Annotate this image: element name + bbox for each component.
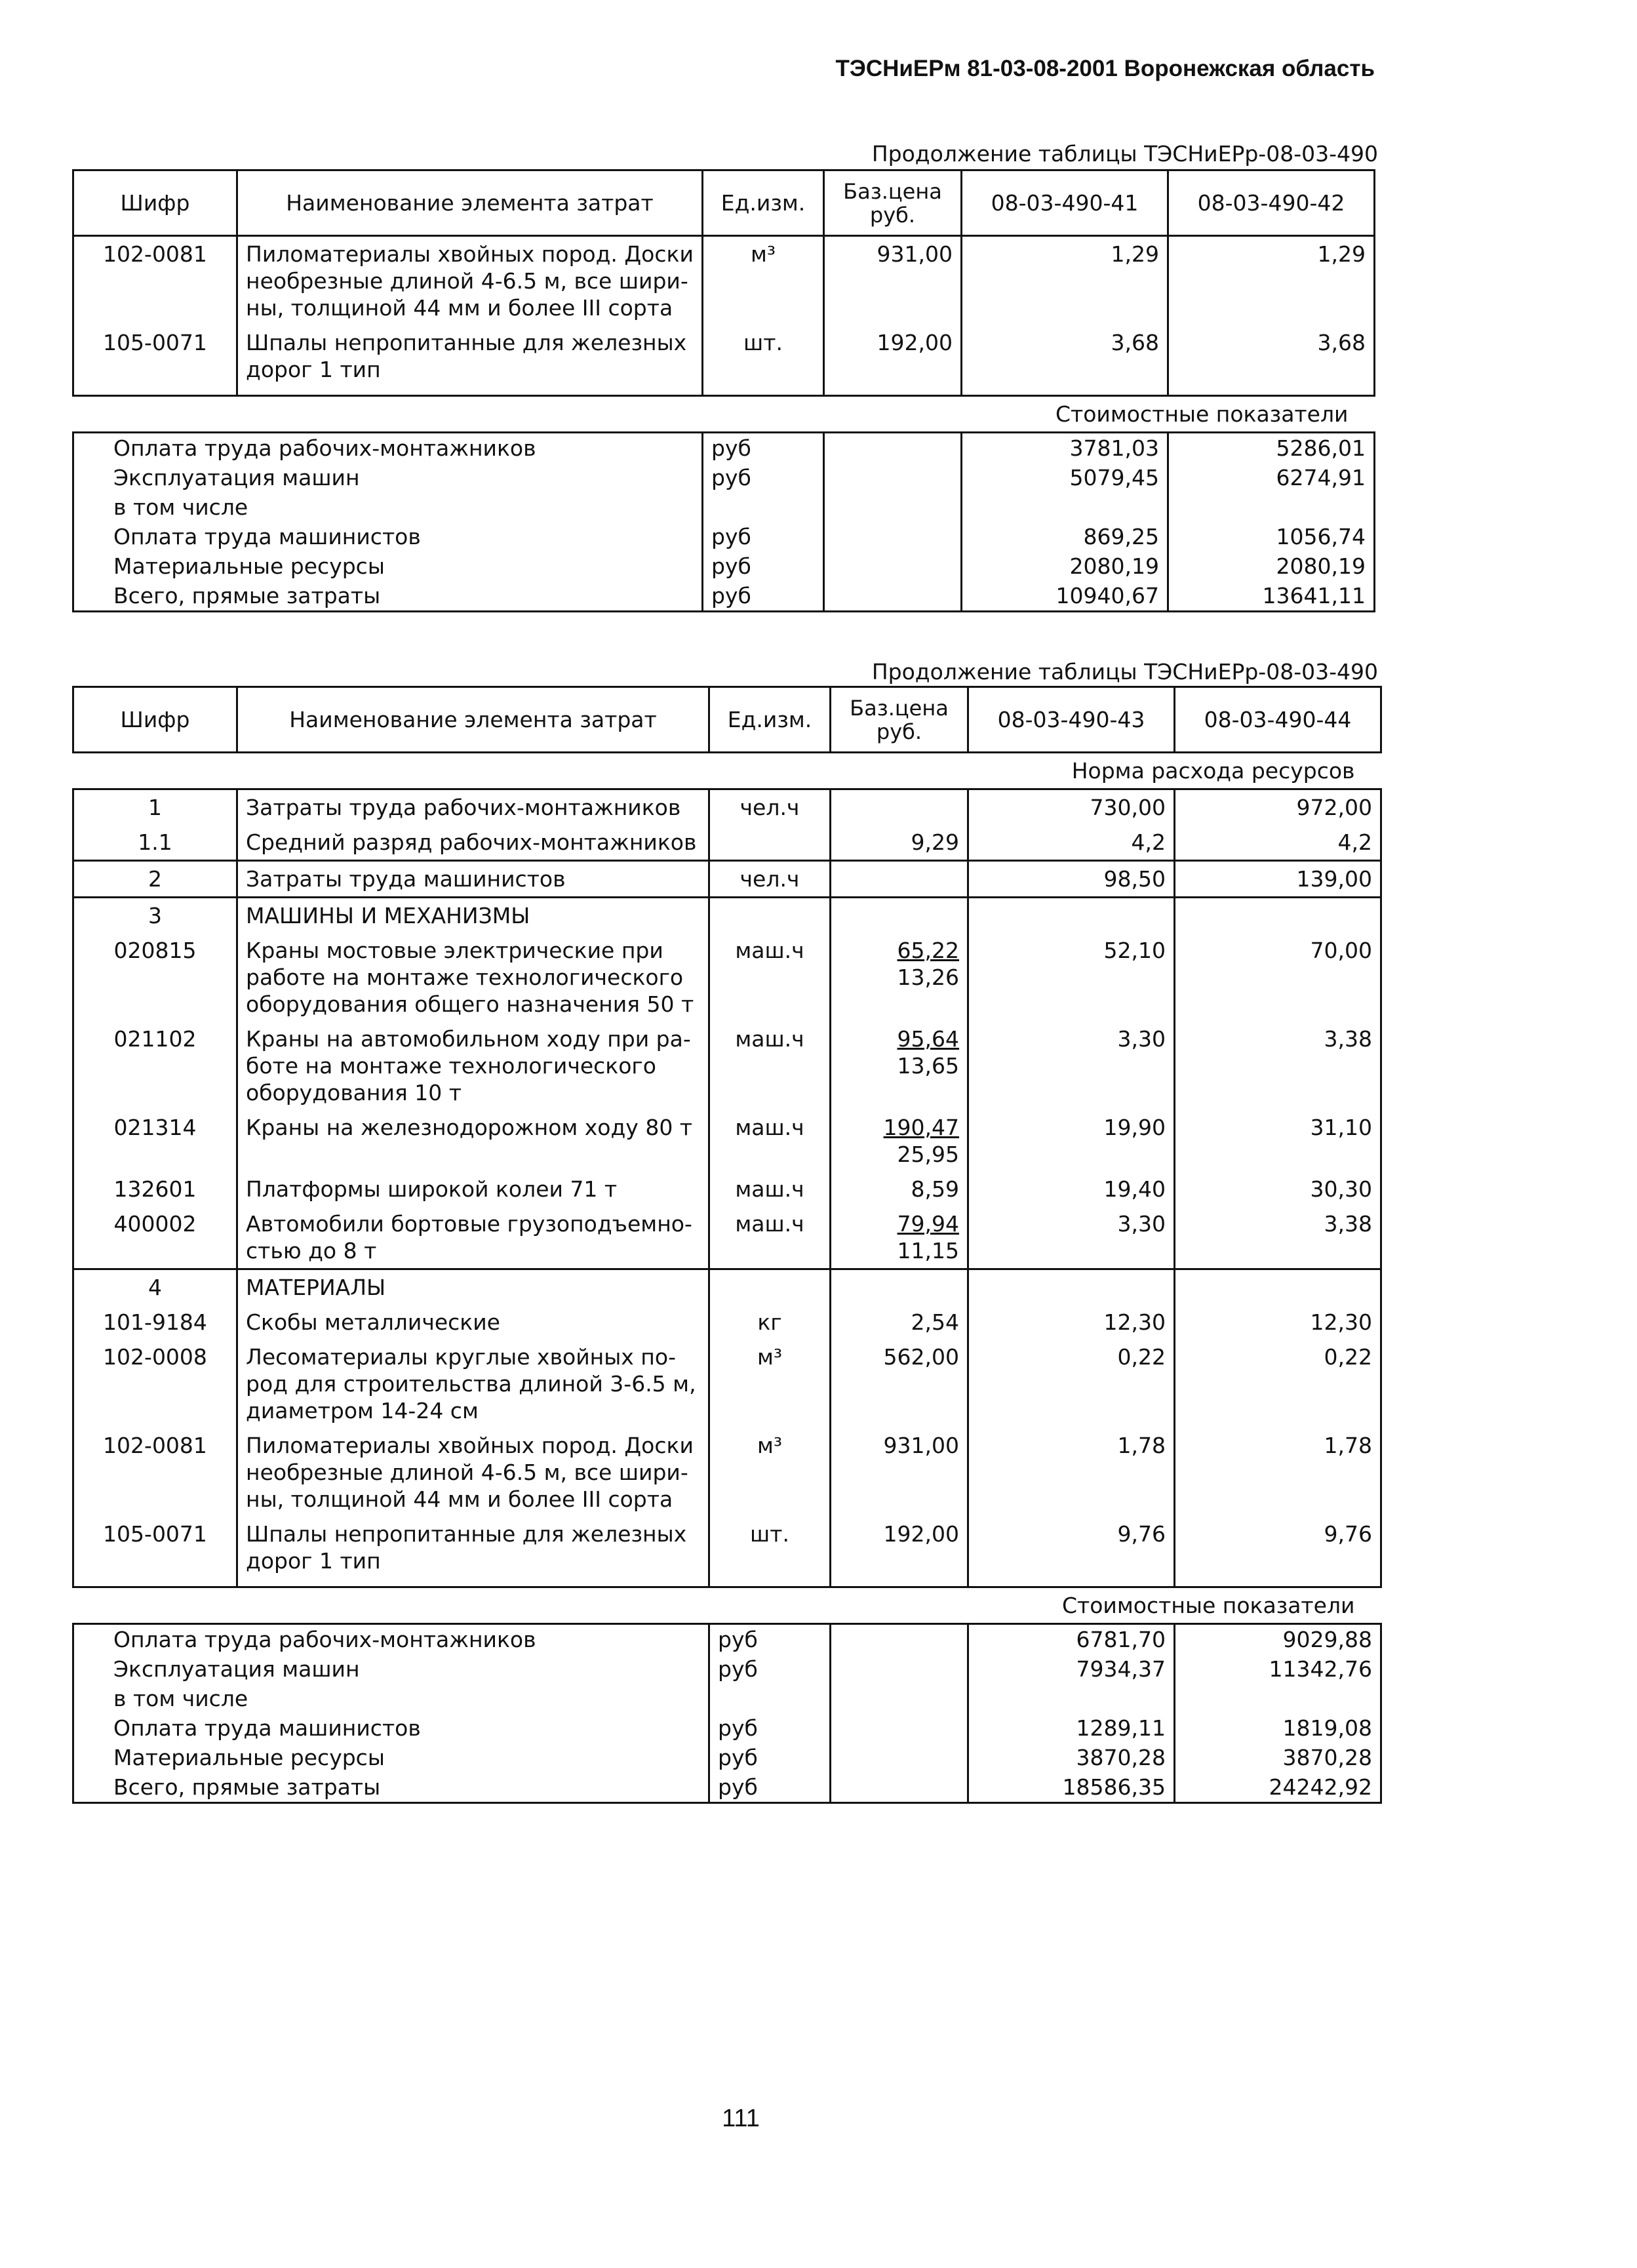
table-row bbox=[73, 325, 1375, 387]
row-price bbox=[831, 1206, 968, 1269]
summary-unit bbox=[709, 1684, 831, 1713]
row-unit: м³ bbox=[703, 236, 824, 326]
row-price bbox=[831, 1022, 968, 1110]
spacer-cell bbox=[703, 387, 824, 396]
row-price bbox=[831, 933, 968, 1022]
summary-value-a: 3781,03 bbox=[962, 433, 1168, 464]
row-code: 102-0081 bbox=[73, 1428, 237, 1517]
row-code: 102-0008 bbox=[73, 1340, 237, 1428]
table-row bbox=[73, 1206, 1381, 1269]
summary-value-b: 1819,08 bbox=[1175, 1713, 1381, 1743]
row-unit: маш.ч bbox=[709, 933, 831, 1022]
row-value-b: 9,76 bbox=[1175, 1517, 1381, 1578]
summary-value-a: 5079,45 bbox=[962, 463, 1168, 492]
summary-value-a: 10940,67 bbox=[962, 581, 1168, 612]
row-price bbox=[831, 825, 968, 861]
row-value-a: 52,10 bbox=[968, 933, 1175, 1022]
row-price bbox=[831, 861, 968, 898]
row-value-a: 1,29 bbox=[962, 236, 1168, 326]
row-name: Шпалы непропитанные для железных дорог 1 тип bbox=[237, 325, 703, 387]
summary-row bbox=[73, 1772, 1381, 1803]
col-header-price: Баз.цена руб. bbox=[824, 170, 962, 236]
row-price bbox=[831, 1110, 968, 1172]
price-wage: 25,95 bbox=[897, 1142, 959, 1167]
row-value-a: 9,76 bbox=[968, 1517, 1175, 1578]
summary-empty bbox=[831, 1713, 968, 1743]
summary-name: в том числе bbox=[73, 1684, 709, 1713]
price-wage: 13,26 bbox=[897, 965, 959, 990]
summary-value-b: 3870,28 bbox=[1175, 1743, 1381, 1772]
row-value-b: 31,10 bbox=[1175, 1110, 1381, 1172]
row-price bbox=[831, 1428, 968, 1517]
resource-table-2 bbox=[72, 686, 1382, 1804]
row-unit bbox=[709, 898, 831, 934]
spacer-cell bbox=[1168, 387, 1375, 396]
col-header-name: Наименование элемента затрат bbox=[237, 687, 709, 753]
table-row bbox=[73, 933, 1381, 1022]
price-total: 931,00 bbox=[877, 241, 953, 267]
row-name: Лесоматериалы круглые хвойных по-род для строительства длиной 3-6.5 м, диаметром 14-24 см bbox=[237, 1340, 709, 1428]
row-value-b: 1,29 bbox=[1168, 236, 1375, 326]
row-price bbox=[831, 789, 968, 826]
summary-value-b: 9029,88 bbox=[1175, 1624, 1381, 1655]
row-code: 105-0071 bbox=[73, 1517, 237, 1578]
row-name: Пиломатериалы хвойных пород. Доски необрезные длиной 4-6.5 м, все шири-ны, толщиной 44 мм и более III сорта bbox=[237, 236, 703, 326]
row-value-a: 730,00 bbox=[968, 789, 1175, 826]
summary-empty bbox=[831, 1654, 968, 1684]
row-price bbox=[831, 1305, 968, 1340]
row-name: Краны мостовые электрические при работе на монтаже технологического оборудования общего назначения 50 т bbox=[237, 933, 709, 1022]
summary-row bbox=[73, 1743, 1381, 1772]
row-value-b: 70,00 bbox=[1175, 933, 1381, 1022]
spacer-cell bbox=[962, 387, 1168, 396]
row-code: 020815 bbox=[73, 933, 237, 1022]
row-name: Пиломатериалы хвойных пород. Доски необрезные длиной 4-6.5 м, все шири-ны, толщиной 44 мм и более III сорта bbox=[237, 1428, 709, 1517]
summary-empty bbox=[831, 1772, 968, 1803]
price-total: 190,47 bbox=[883, 1115, 959, 1140]
summary-empty bbox=[824, 492, 962, 522]
row-unit: кг bbox=[709, 1305, 831, 1340]
page-header: ТЭСНиЕРм 81-03-08-2001 Воронежская область bbox=[835, 56, 1375, 81]
summary-empty bbox=[831, 1624, 968, 1655]
summary-empty bbox=[824, 433, 962, 464]
row-value-a: 3,30 bbox=[968, 1022, 1175, 1110]
summary-value-b bbox=[1175, 1684, 1381, 1713]
row-price bbox=[824, 236, 962, 326]
summary-value-a: 2080,19 bbox=[962, 551, 1168, 581]
row-value-b: 3,38 bbox=[1175, 1206, 1381, 1269]
row-value-b: 3,38 bbox=[1175, 1022, 1381, 1110]
row-code: 2 bbox=[73, 861, 237, 898]
summary-name: Эксплуатация машин bbox=[73, 1654, 709, 1684]
summary-name: Материальные ресурсы bbox=[73, 551, 703, 581]
row-value-b: 139,00 bbox=[1175, 861, 1381, 898]
row-value-b: 12,30 bbox=[1175, 1305, 1381, 1340]
price-total: 79,94 bbox=[897, 1211, 959, 1237]
summary-unit: руб bbox=[703, 581, 824, 612]
summary-name: Всего, прямые затраты bbox=[73, 581, 703, 612]
row-name: Краны на автомобильном ходу при ра-боте на монтаже технологического оборудования 10 т bbox=[237, 1022, 709, 1110]
price-total: 95,64 bbox=[897, 1026, 959, 1052]
row-value-a: 1,78 bbox=[968, 1428, 1175, 1517]
summary-value-b: 13641,11 bbox=[1168, 581, 1375, 612]
cost-label: Стоимостные показатели bbox=[73, 1587, 1381, 1624]
row-value-a: 0,22 bbox=[968, 1340, 1175, 1428]
page-number: 111 bbox=[722, 2105, 760, 2132]
row-value-a: 12,30 bbox=[968, 1305, 1175, 1340]
row-value-b: 30,30 bbox=[1175, 1172, 1381, 1206]
summary-row bbox=[73, 1684, 1381, 1713]
row-unit: шт. bbox=[703, 325, 824, 387]
summary-unit: руб bbox=[709, 1713, 831, 1743]
summary-value-b bbox=[1168, 492, 1375, 522]
row-code: 102-0081 bbox=[73, 236, 237, 326]
spacer-cell bbox=[237, 1578, 709, 1587]
row-value-b: 3,68 bbox=[1168, 325, 1375, 387]
summary-name: в том числе bbox=[73, 492, 703, 522]
row-unit: маш.ч bbox=[709, 1110, 831, 1172]
row-unit bbox=[709, 1269, 831, 1305]
row-name: Затраты труда рабочих-монтажников bbox=[237, 789, 709, 826]
row-price bbox=[831, 1269, 968, 1305]
row-value-a: 3,30 bbox=[968, 1206, 1175, 1269]
row-unit bbox=[709, 825, 831, 861]
summary-name: Материальные ресурсы bbox=[73, 1743, 709, 1772]
summary-row bbox=[73, 522, 1375, 551]
summary-value-a: 1289,11 bbox=[968, 1713, 1175, 1743]
summary-value-a: 6781,70 bbox=[968, 1624, 1175, 1655]
table-row bbox=[73, 861, 1381, 898]
price-total: 931,00 bbox=[883, 1433, 959, 1458]
summary-unit: руб bbox=[709, 1743, 831, 1772]
row-unit: шт. bbox=[709, 1517, 831, 1578]
table-row bbox=[73, 1022, 1381, 1110]
row-value-a: 19,90 bbox=[968, 1110, 1175, 1172]
row-price bbox=[831, 898, 968, 934]
spacer-cell bbox=[824, 387, 962, 396]
col-header-a: 08-03-490-43 bbox=[968, 687, 1175, 753]
table-row bbox=[73, 825, 1381, 861]
row-unit: м³ bbox=[709, 1428, 831, 1517]
summary-value-a: 7934,37 bbox=[968, 1654, 1175, 1684]
table-row bbox=[73, 236, 1375, 326]
price-total: 9,29 bbox=[911, 829, 959, 855]
summary-name: Оплата труда машинистов bbox=[73, 522, 703, 551]
col-header-name: Наименование элемента затрат bbox=[237, 170, 703, 236]
summary-value-b: 5286,01 bbox=[1168, 433, 1375, 464]
summary-value-a: 18586,35 bbox=[968, 1772, 1175, 1803]
summary-name: Всего, прямые затраты bbox=[73, 1772, 709, 1803]
row-code: 105-0071 bbox=[73, 325, 237, 387]
col-header-unit: Ед.изм. bbox=[709, 687, 831, 753]
row-price bbox=[831, 1340, 968, 1428]
price-total: 65,22 bbox=[897, 938, 959, 963]
row-unit: чел.ч bbox=[709, 861, 831, 898]
row-code: 4 bbox=[73, 1269, 237, 1305]
spacer-cell bbox=[1175, 1578, 1381, 1587]
table-row bbox=[73, 1305, 1381, 1340]
row-value-a: 98,50 bbox=[968, 861, 1175, 898]
summary-value-b: 24242,92 bbox=[1175, 1772, 1381, 1803]
row-name: Затраты труда машинистов bbox=[237, 861, 709, 898]
row-value-a: 4,2 bbox=[968, 825, 1175, 861]
row-price bbox=[824, 325, 962, 387]
summary-row bbox=[73, 1624, 1381, 1655]
row-value-b: 0,22 bbox=[1175, 1340, 1381, 1428]
row-value-a: 19,40 bbox=[968, 1172, 1175, 1206]
row-unit: м³ bbox=[709, 1340, 831, 1428]
summary-value-a: 869,25 bbox=[962, 522, 1168, 551]
summary-row bbox=[73, 463, 1375, 492]
row-unit: маш.ч bbox=[709, 1172, 831, 1206]
price-total: 2,54 bbox=[911, 1309, 959, 1335]
row-value-a: 3,68 bbox=[962, 325, 1168, 387]
table-row bbox=[73, 789, 1381, 826]
norm-label: Норма расхода ресурсов bbox=[73, 753, 1381, 789]
table1-caption: Продолжение таблицы ТЭСНиЕРр-08-03-490 bbox=[871, 141, 1378, 167]
summary-unit: руб bbox=[709, 1624, 831, 1655]
row-code: 101-9184 bbox=[73, 1305, 237, 1340]
price-total: 8,59 bbox=[911, 1176, 959, 1202]
row-name: Автомобили бортовые грузоподъемно-стью до 8 т bbox=[237, 1206, 709, 1269]
table-row bbox=[73, 1110, 1381, 1172]
spacer-cell bbox=[831, 1578, 968, 1587]
col-header-code: Шифр bbox=[73, 687, 237, 753]
price-total: 192,00 bbox=[877, 330, 953, 355]
col-header-b: 08-03-490-44 bbox=[1175, 687, 1381, 753]
row-unit: чел.ч bbox=[709, 789, 831, 826]
col-header-unit: Ед.изм. bbox=[703, 170, 824, 236]
row-value-b: 1,78 bbox=[1175, 1428, 1381, 1517]
row-name: Средний разряд рабочих-монтажников bbox=[237, 825, 709, 861]
summary-row bbox=[73, 492, 1375, 522]
summary-value-b: 6274,91 bbox=[1168, 463, 1375, 492]
row-code: 021102 bbox=[73, 1022, 237, 1110]
table-row bbox=[73, 1340, 1381, 1428]
row-value-b: 972,00 bbox=[1175, 789, 1381, 826]
row-code: 021314 bbox=[73, 1110, 237, 1172]
row-unit: маш.ч bbox=[709, 1022, 831, 1110]
col-header-code: Шифр bbox=[73, 170, 237, 236]
summary-empty bbox=[824, 522, 962, 551]
summary-row bbox=[73, 1713, 1381, 1743]
row-name: Шпалы непропитанные для железных дорог 1 тип bbox=[237, 1517, 709, 1578]
row-unit: маш.ч bbox=[709, 1206, 831, 1269]
row-code: 132601 bbox=[73, 1172, 237, 1206]
row-name: Платформы широкой колеи 71 т bbox=[237, 1172, 709, 1206]
spacer-cell bbox=[968, 1578, 1175, 1587]
row-name: МАШИНЫ И МЕХАНИЗМЫ bbox=[237, 898, 709, 934]
spacer-cell bbox=[73, 387, 237, 396]
col-header-price: Баз.цена руб. bbox=[831, 687, 968, 753]
resource-table-1 bbox=[72, 169, 1375, 612]
price-total: 192,00 bbox=[883, 1521, 959, 1547]
cost-label: Стоимостные показатели bbox=[73, 396, 1375, 433]
row-value-b: 4,2 bbox=[1175, 825, 1381, 861]
summary-value-b: 2080,19 bbox=[1168, 551, 1375, 581]
summary-name: Оплата труда рабочих-монтажников bbox=[73, 1624, 709, 1655]
row-code: 1.1 bbox=[73, 825, 237, 861]
row-value-a bbox=[968, 898, 1175, 934]
summary-value-a bbox=[962, 492, 1168, 522]
table-row bbox=[73, 898, 1381, 934]
summary-unit: руб bbox=[703, 433, 824, 464]
summary-unit: руб bbox=[703, 551, 824, 581]
price-wage: 11,15 bbox=[897, 1238, 959, 1263]
summary-empty bbox=[824, 551, 962, 581]
summary-empty bbox=[831, 1684, 968, 1713]
summary-unit: руб bbox=[709, 1772, 831, 1803]
summary-row bbox=[73, 581, 1375, 612]
summary-value-b: 11342,76 bbox=[1175, 1654, 1381, 1684]
summary-unit: руб bbox=[703, 463, 824, 492]
table-row bbox=[73, 1172, 1381, 1206]
row-name: Скобы металлические bbox=[237, 1305, 709, 1340]
price-wage: 13,65 bbox=[897, 1053, 959, 1079]
summary-row bbox=[73, 433, 1375, 464]
summary-value-a: 3870,28 bbox=[968, 1743, 1175, 1772]
row-code: 3 bbox=[73, 898, 237, 934]
row-price bbox=[831, 1517, 968, 1578]
table-row bbox=[73, 1269, 1381, 1305]
spacer-cell bbox=[73, 1578, 237, 1587]
row-price bbox=[831, 1172, 968, 1206]
summary-name: Оплата труда машинистов bbox=[73, 1713, 709, 1743]
row-name: Краны на железнодорожном ходу 80 т bbox=[237, 1110, 709, 1172]
row-code: 1 bbox=[73, 789, 237, 826]
table2-caption: Продолжение таблицы ТЭСНиЕРр-08-03-490 bbox=[871, 659, 1378, 685]
spacer-cell bbox=[237, 387, 703, 396]
summary-unit: руб bbox=[703, 522, 824, 551]
row-value-b bbox=[1175, 1269, 1381, 1305]
row-code: 400002 bbox=[73, 1206, 237, 1269]
price-total: 562,00 bbox=[883, 1344, 959, 1370]
spacer-cell bbox=[709, 1578, 831, 1587]
summary-empty bbox=[824, 463, 962, 492]
summary-unit bbox=[703, 492, 824, 522]
summary-name: Оплата труда рабочих-монтажников bbox=[73, 433, 703, 464]
col-header-b: 08-03-490-42 bbox=[1168, 170, 1375, 236]
row-name: МАТЕРИАЛЫ bbox=[237, 1269, 709, 1305]
summary-name: Эксплуатация машин bbox=[73, 463, 703, 492]
summary-empty bbox=[831, 1743, 968, 1772]
row-value-a bbox=[968, 1269, 1175, 1305]
table-row bbox=[73, 1517, 1381, 1578]
summary-row bbox=[73, 551, 1375, 581]
col-header-a: 08-03-490-41 bbox=[962, 170, 1168, 236]
summary-value-a bbox=[968, 1684, 1175, 1713]
summary-unit: руб bbox=[709, 1654, 831, 1684]
summary-empty bbox=[824, 581, 962, 612]
row-value-b bbox=[1175, 898, 1381, 934]
summary-row bbox=[73, 1654, 1381, 1684]
table-row bbox=[73, 1428, 1381, 1517]
summary-value-b: 1056,74 bbox=[1168, 522, 1375, 551]
